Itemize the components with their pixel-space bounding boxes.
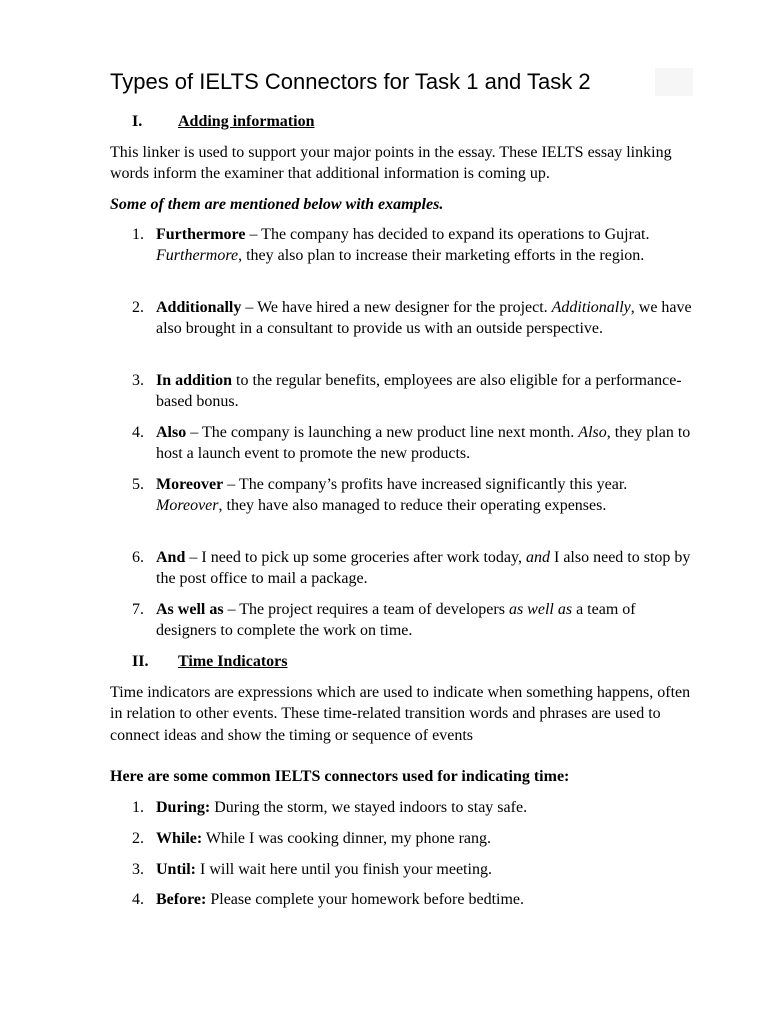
item-text: – The company’s profits have increased significantly this year. xyxy=(223,476,628,493)
item-text: – The project requires a team of developers xyxy=(223,601,509,618)
item-text: a team of designers to complete the work on time. xyxy=(156,601,636,640)
item-term: Until: xyxy=(156,861,196,878)
item-term: Furthermore xyxy=(156,226,246,243)
item-text: I will wait here until you finish your meeting. xyxy=(196,861,492,878)
item-number: 2. xyxy=(132,299,144,316)
item-term: As well as xyxy=(156,601,224,618)
item-term: In addition xyxy=(156,372,233,389)
section-intro: Time indicators are expressions which are used to indicate when something happens, often in relation to other events. These time-related transition words and phrases are used to connect ideas and show the timing or sequence of events xyxy=(110,684,691,744)
section-lead: Some of them are mentioned below with examples. xyxy=(110,196,444,213)
item-text: , they plan to host a launch event to promote the new products. xyxy=(156,424,691,463)
item-text: , we have also brought in a consultant to provide us with an outside perspective. xyxy=(156,299,692,338)
document-title: Types of IELTS Connectors for Task 1 and Task 2 xyxy=(110,68,693,96)
item-text: I also need to stop by the post office to mail a package. xyxy=(156,549,691,588)
item-emphasis: Additionally xyxy=(551,299,631,316)
item-term: Moreover xyxy=(156,476,224,493)
item-text: Please complete your homework before bedtime. xyxy=(206,891,525,908)
item-text: , they have also managed to reduce their operating expenses. xyxy=(218,497,607,515)
item-number: 4. xyxy=(132,891,144,908)
section-title: Adding information xyxy=(178,113,315,130)
item-emphasis: Furthermore xyxy=(156,247,239,265)
item-text: , they also plan to increase their marketing efforts in the region. xyxy=(238,247,645,265)
item-term: And xyxy=(156,549,186,566)
item-text: – The company has decided to expand its operations to Gujrat. xyxy=(245,226,650,243)
section-title: Time Indicators xyxy=(178,653,288,670)
item-emphasis: Moreover xyxy=(156,497,219,515)
item-emphasis: as well as xyxy=(508,601,573,618)
section-number: II. xyxy=(132,653,149,670)
item-text: – I need to pick up some groceries after work today, xyxy=(185,549,526,566)
item-text: – We have hired a new designer for the project. xyxy=(241,299,552,316)
item-text: While I was cooking dinner, my phone rang. xyxy=(202,830,491,847)
item-number: 1. xyxy=(132,226,144,243)
item-term: Before: xyxy=(156,891,207,908)
item-term: During: xyxy=(156,799,211,816)
item-text: to the regular benefits, employees are also eligible for a performance-based bonus. xyxy=(156,372,682,411)
item-number: 3. xyxy=(132,861,144,878)
item-number: 2. xyxy=(132,830,144,847)
item-emphasis: Also xyxy=(578,424,607,441)
item-text: – The company is launching a new product line next month. xyxy=(186,424,579,441)
item-number: 1. xyxy=(132,799,144,816)
item-term: While: xyxy=(156,830,203,847)
item-term: Additionally xyxy=(156,299,242,316)
item-number: 3. xyxy=(132,372,144,389)
item-text: During the storm, we stayed indoors to stay safe. xyxy=(210,799,528,816)
section-intro: This linker is used to support your major points in the essay. These IELTS essay linking words inform the examiner that additional information is coming up. xyxy=(110,144,672,183)
item-number: 6. xyxy=(132,549,144,566)
item-number: 5. xyxy=(132,476,144,493)
item-emphasis: and xyxy=(525,549,550,566)
section-number: I. xyxy=(132,113,143,130)
item-number: 7. xyxy=(132,601,144,618)
item-term: Also xyxy=(156,424,187,441)
section-lead: Here are some common IELTS connectors used for indicating time: xyxy=(110,768,570,785)
item-number: 4. xyxy=(132,424,144,441)
